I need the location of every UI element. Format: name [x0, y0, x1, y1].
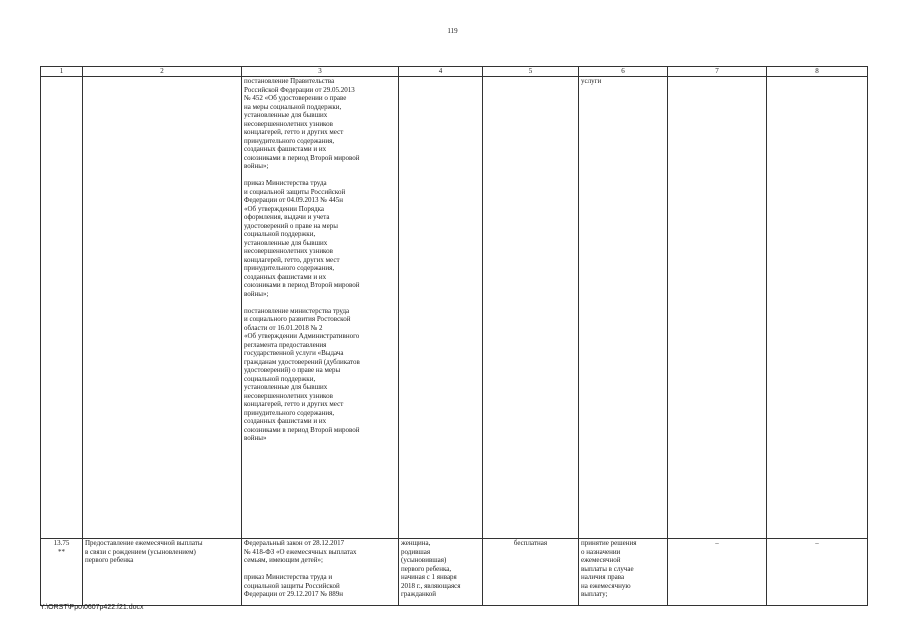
text-line: о назначении: [581, 547, 621, 556]
column-number: 2: [83, 67, 242, 77]
text-line: «Об утверждении Порядка: [244, 204, 325, 213]
text-line: и социальной защиты Российской: [244, 187, 346, 196]
text-line: на меры социальной поддержки,: [244, 102, 342, 111]
text-line: в связи с рождением (усыновлением): [85, 547, 196, 556]
text-line: Федерации от 29.12.2017 № 889н: [244, 590, 343, 598]
text-line: услуги: [581, 77, 602, 85]
text-line: № 418-ФЗ «О ежемесячных выплатах: [244, 547, 357, 556]
row-number-cell: [41, 539, 83, 606]
legal-act-block: [244, 539, 396, 565]
text-line: ежемесячной: [581, 556, 621, 564]
column-7-cell: [668, 539, 767, 606]
text-line: первого ребенка: [85, 556, 134, 564]
recipients-cell: [399, 539, 483, 606]
text-line: 2018 г., являющаяся: [401, 581, 461, 590]
text-line: родившая: [401, 547, 431, 556]
text-line: принудительного содержания,: [244, 264, 335, 272]
legal-act-block: [244, 179, 396, 298]
result-cell: [579, 77, 668, 539]
legal-act-block: [244, 573, 396, 599]
fee-value: бесплатная: [513, 539, 548, 547]
table-row: [41, 539, 868, 606]
text-line: выплаты в случае: [581, 564, 634, 573]
column-number: 7: [668, 67, 767, 77]
text-line: социальной поддержки,: [244, 374, 316, 383]
text-line: войны»;: [244, 162, 269, 170]
text-line: семьям, имеющим детей»;: [244, 556, 323, 564]
text-line: концлагерей, гетто, других мест: [244, 255, 340, 264]
text-line: наличия права: [581, 573, 625, 581]
column-8-cell: [767, 539, 868, 606]
text-line: гражданкой: [401, 590, 437, 598]
text-line: концлагерей, гетто и других мест: [244, 128, 344, 136]
text-line: удостоверений) о праве на меры: [244, 366, 341, 374]
legal-basis-cell: [242, 77, 399, 539]
column-7-cell: [668, 77, 767, 539]
file-path-footer: Y:\ORST\Ppo\0607p422.f21.docx: [40, 604, 144, 611]
text-line: несовершеннолетних узников: [244, 391, 333, 400]
column-number: 5: [483, 67, 579, 77]
dash-value: –: [715, 539, 719, 547]
text-line: союзниками в период Второй мировой: [244, 425, 360, 434]
text-line: социальной поддержки,: [244, 230, 316, 238]
text-line: постановление Правительства: [244, 77, 335, 85]
column-8-cell: [767, 77, 868, 539]
text-line: государственной услуги «Выдача: [244, 349, 344, 357]
result-cell: [579, 539, 668, 606]
text-line: (усыновившая): [401, 556, 447, 564]
text-line: союзниками в период Второй мировой: [244, 153, 360, 162]
fee-cell: [483, 539, 579, 606]
text-line: начиная с 1 января: [401, 573, 457, 581]
text-line: Российской Федерации от 29.05.2013: [244, 85, 355, 94]
text-line: созданных фашистами и их: [244, 417, 327, 425]
text-line: созданных фашистами и их: [244, 272, 327, 281]
text-line: и социального развития Ростовской: [244, 315, 351, 323]
text-line: установленные для бывших: [244, 383, 328, 391]
text-line: войны»;: [244, 289, 269, 298]
text-line: «Об утверждении Административного: [244, 332, 360, 340]
column-number-row: [41, 67, 868, 77]
dash-value: –: [815, 539, 819, 547]
text-line: выплату;: [581, 590, 608, 598]
text-line: принудительного содержания,: [244, 408, 335, 417]
text-line: установленные для бывших: [244, 238, 328, 247]
text-line: установленные для бывших: [244, 111, 328, 119]
text-line: приказ Министерства труда: [244, 179, 327, 187]
text-line: первого ребенка,: [401, 564, 452, 573]
text-line: созданных фашистами и их: [244, 145, 327, 153]
text-line: несовершеннолетних узников: [244, 247, 333, 255]
text-line: регламента предоставления: [244, 340, 327, 349]
text-line: области от 16.01.2018 № 2: [244, 323, 323, 332]
recipients-cell: [399, 77, 483, 539]
column-number: 6: [579, 67, 668, 77]
text-line: гражданам удостоверений (дубликатов: [244, 357, 360, 366]
text-line: принудительного содержания,: [244, 136, 335, 145]
text-line: приказ Министерства труда и: [244, 573, 333, 581]
text-line: оформления, выдачи и учета: [244, 213, 330, 221]
text-line: Федеральный закон от 28.12.2017: [244, 539, 345, 547]
text-line: постановление министерства труда: [244, 306, 350, 315]
text-line: Федерации от 04.09.2013 № 445н: [244, 196, 343, 204]
services-table: [40, 66, 868, 606]
legal-basis-cell: [242, 539, 399, 606]
column-number: 8: [767, 67, 868, 77]
column-number: 4: [399, 67, 483, 77]
column-number: 3: [242, 67, 399, 77]
row-number: 13.75: [53, 539, 70, 547]
legal-act-block: [244, 77, 396, 171]
text-line: социальной защиты Российской: [244, 581, 340, 590]
table-row: [41, 77, 868, 539]
service-name-cell: [83, 77, 242, 539]
text-line: удостоверений о праве на меры: [244, 221, 338, 230]
text-line: на ежемесячную: [581, 581, 631, 590]
text-line: женщина,: [401, 539, 431, 547]
text-line: принятие решения: [581, 539, 637, 547]
legal-act-block: [244, 307, 396, 443]
page-number: 119: [447, 27, 458, 35]
column-number: 1: [41, 67, 83, 77]
service-name-cell: [83, 539, 242, 606]
row-number-cell: [41, 77, 83, 539]
text-line: несовершеннолетних узников: [244, 119, 333, 128]
text-line: Предоставление ежемесячной выплаты: [85, 539, 203, 547]
text-line: войны»: [244, 434, 267, 442]
text-line: концлагерей, гетто и других мест: [244, 400, 344, 408]
fee-cell: [483, 77, 579, 539]
text-line: союзниками в период Второй мировой: [244, 281, 360, 289]
text-line: № 452 «Об удостоверении о праве: [244, 94, 347, 102]
row-marker: **: [58, 547, 65, 556]
